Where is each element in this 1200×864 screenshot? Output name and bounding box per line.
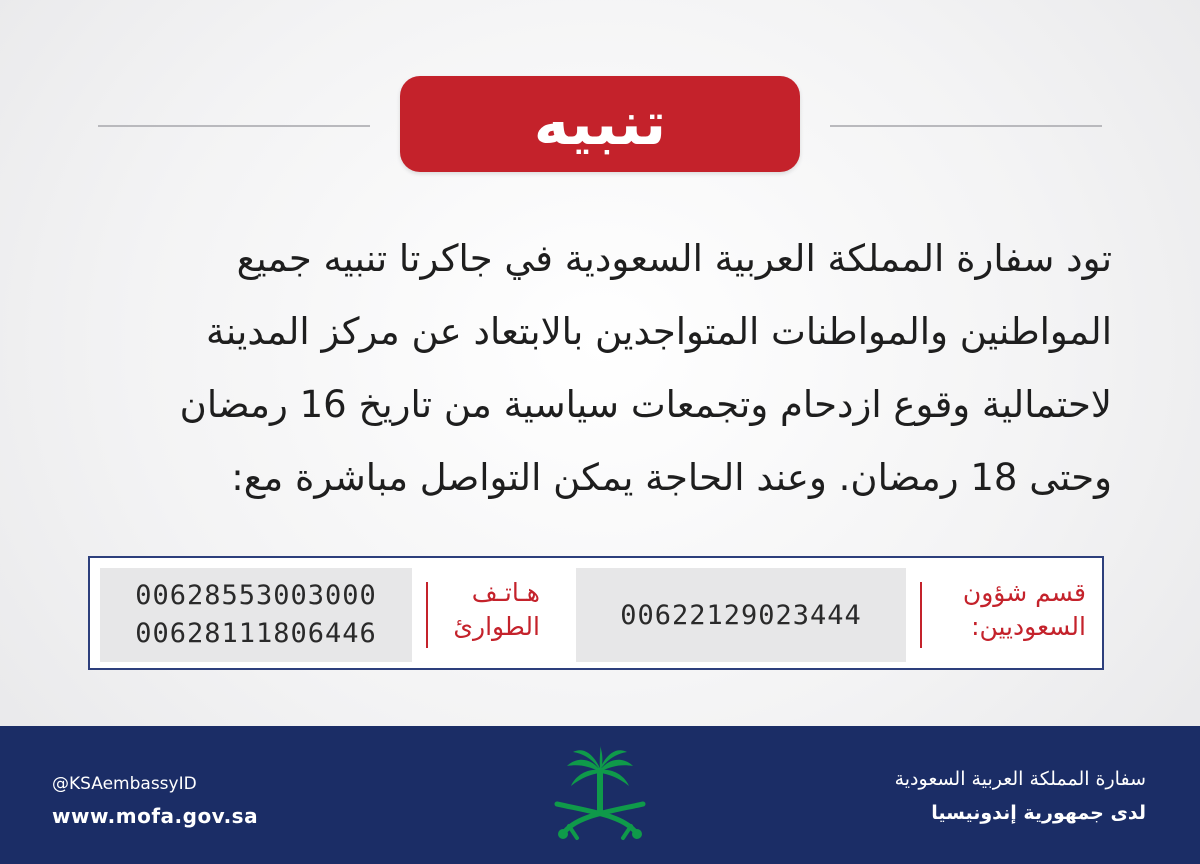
saudi-affairs-phone-number[interactable]: 00622129023444 [620, 599, 862, 631]
website-link[interactable]: www.mofa.gov.sa [52, 804, 259, 828]
saudi-emblem-icon [545, 746, 655, 850]
footer-social [52, 774, 258, 828]
emergency-label-line2: الطوارئ [453, 612, 540, 641]
embassy-name-line1: سفارة المملكة العربية السعودية [894, 768, 1146, 790]
notice-line: وحتى 18 رمضان. وعند الحاجة يمكن التواصل مباشرة مع: [231, 456, 1112, 499]
saudi-affairs-label-line1: قسم شؤون [962, 578, 1086, 607]
embassy-name [895, 768, 1146, 824]
twitter-handle[interactable]: @KSAembassyID [52, 774, 197, 794]
footer-bar [0, 726, 1200, 864]
notice-line: المواطنين والمواطنات المتواجدين بالابتعاد عن مركز المدينة [206, 310, 1112, 353]
saudi-affairs-label [963, 576, 1086, 644]
title-divider-left [98, 125, 370, 127]
saudi-affairs-number-panel [576, 568, 906, 662]
emergency-label [453, 576, 540, 644]
notice-line: تود سفارة المملكة العربية السعودية في جاكرتا تنبيه جميع [236, 237, 1112, 280]
emergency-phone-number-1[interactable]: 00628553003000 [135, 580, 377, 611]
title-divider-right [830, 125, 1102, 127]
saudi-affairs-label-line2: السعوديين: [971, 612, 1086, 641]
emergency-number-panel [100, 568, 412, 662]
notice-line: لاحتمالية وقوع ازدحام وتجمعات سياسية من تاريخ 16 رمضان [179, 383, 1112, 426]
alert-title: تنبيه [533, 89, 667, 159]
saudi-affairs-separator [920, 582, 922, 648]
embassy-name-line2: لدى جمهورية إندونيسيا [931, 802, 1146, 824]
contact-box [88, 556, 1104, 670]
emergency-label-line1: هـاتـف [471, 578, 540, 607]
emergency-separator [426, 582, 428, 648]
notice-text [70, 222, 1112, 514]
emergency-phone-number-2[interactable]: 00628111806446 [135, 618, 377, 649]
alert-title-badge [400, 76, 800, 172]
